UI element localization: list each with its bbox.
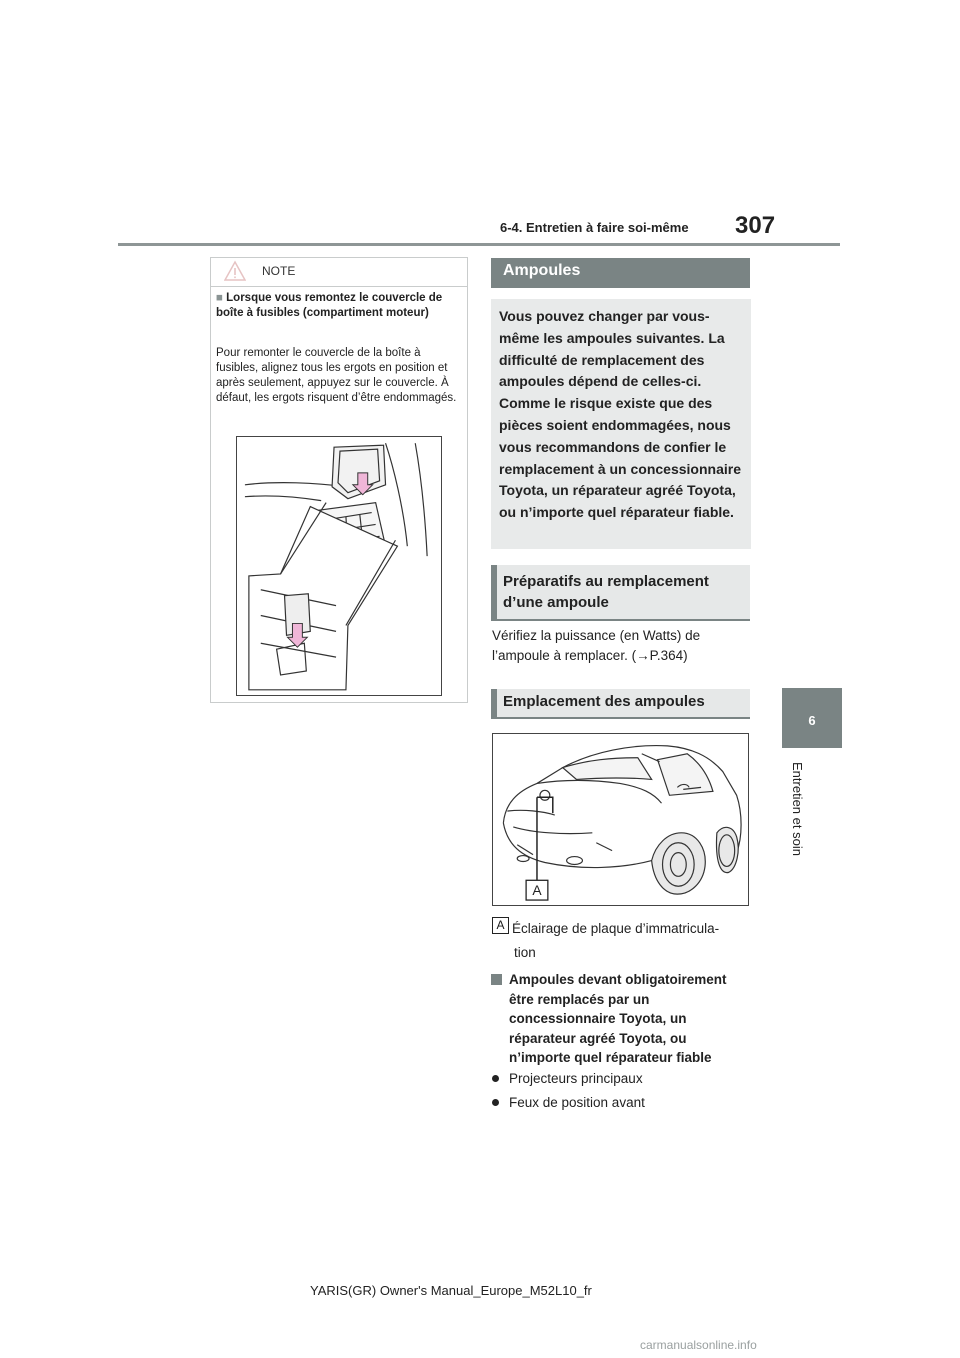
label-a-desc-line1: Éclairage de plaque d’immatricula- — [512, 921, 720, 936]
note-label: NOTE — [262, 264, 296, 278]
warning-triangle-icon — [224, 260, 246, 282]
square-bullet-icon — [491, 974, 502, 985]
note-body: Pour remonter le couvercle de la boîte à fusibles, alignez tous les ergots en position et après seulement, appuyez sur le couvercle. À défaut, les ergots risquent d’être endommagés. — [216, 347, 457, 404]
label-a-description — [512, 917, 748, 965]
list-item-text: Feux de position avant — [509, 1095, 645, 1110]
chapter-side-label — [790, 762, 810, 872]
preparation-heading: Préparatifs au remplacement d’une ampoule — [503, 573, 709, 611]
preparation-body: Vérifiez la puissance (en Watts) de l’ampoule à remplacer. (→P.364) — [492, 628, 701, 663]
note-heading — [216, 291, 462, 321]
bullet-dot-icon — [492, 1099, 499, 1106]
page-number: 307 — [735, 212, 776, 239]
label-a-box: A — [492, 917, 509, 934]
header-rule — [118, 243, 840, 246]
car-rear-illustration — [492, 733, 749, 906]
watermark: carmanualsonline.info — [640, 1338, 757, 1352]
note-heading-marker: ■ — [216, 292, 223, 304]
list-item — [492, 1071, 643, 1086]
list-item-text: Projecteurs principaux — [509, 1071, 643, 1086]
callout-a: A — [532, 882, 542, 899]
chapter-number: 6 — [808, 713, 816, 728]
label-a-desc-line2: tion — [514, 945, 536, 960]
dealer-section-heading-text: Ampoules devant obligatoirement être remplacés par un concessionnaire Toyota, un réparateur agréé Toyota, ou n’importe quel réparateur fiable — [509, 972, 727, 1065]
section-title: 6-4. Entretien à faire soi-même — [500, 220, 689, 235]
footer-text: YARIS(GR) Owner's Manual_Europe_M52L10_fr — [310, 1283, 592, 1298]
chapter-label-text: Entretien et soin — [790, 762, 805, 856]
list-item — [492, 1095, 645, 1110]
note-heading-text: Lorsque vous remontez le couvercle de boîte à fusibles (compartiment moteur) — [216, 292, 443, 319]
ampoules-heading: Ampoules — [503, 262, 581, 279]
intro-text: Vous pouvez changer par vous-même les ampoules suivantes. La difficulté de remplacement des ampoules dépend de celles-ci. Comme le risque existe que des pièces soient endommagées, nous vous recommandons de confier le remplacement à un concessionnaire Toyota, un réparateur agréé Toyota, ou n’importe quel réparateur fiable. — [499, 308, 741, 521]
fuse-box-cover-illustration — [236, 436, 442, 696]
note-header — [211, 258, 467, 287]
location-heading: Emplacement des ampoules — [503, 693, 705, 710]
bullet-dot-icon — [492, 1075, 499, 1082]
